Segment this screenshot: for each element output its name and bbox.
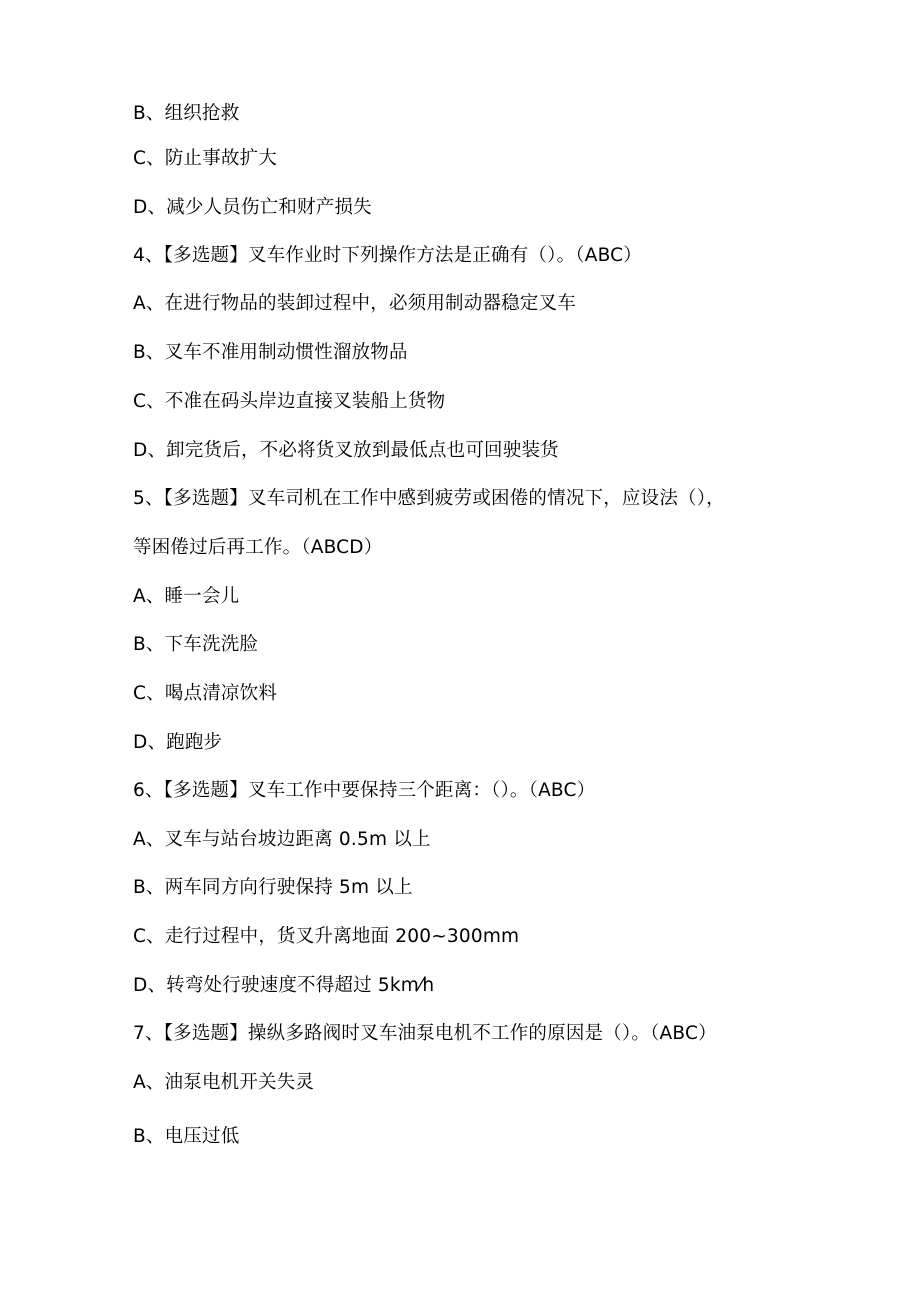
- question-line: 5、【多选题】叉车司机在工作中感到疲劳或困倦的情况下，应设法（），: [133, 488, 725, 509]
- option-line: D、减少人员伤亡和财产损失: [133, 197, 372, 218]
- option-line: B、两车同方向行驶保持 5m 以上: [133, 877, 413, 898]
- option-line: D、转弯处行驶速度不得超过 5km⁄h: [133, 975, 435, 996]
- question-line: 4、【多选题】叉车作业时下列操作方法是正确有（）。（ABC）: [133, 245, 642, 266]
- option-line: C、走行过程中，货叉升离地面 200~300mm: [133, 926, 520, 947]
- option-line: A、在进行物品的装卸过程中，必须用制动器稳定叉车: [133, 293, 576, 314]
- question-continuation-line: 等困倦过后再工作。（ABCD）: [133, 537, 383, 558]
- option-line: B、组织抢救: [133, 103, 240, 124]
- option-line: B、叉车不准用制动惯性溜放物品: [133, 342, 408, 363]
- option-line: A、睡一会儿: [133, 586, 240, 607]
- option-line: A、叉车与站台坡边距离 0.5m 以上: [133, 829, 431, 850]
- option-line: D、跑跑步: [133, 732, 223, 753]
- option-line: D、卸完货后，不必将货叉放到最低点也可回驶装货: [133, 440, 559, 461]
- question-line: 6、【多选题】叉车工作中要保持三个距离：（）。（ABC）: [133, 780, 596, 801]
- question-line: 7、【多选题】操纵多路阀时叉车油泵电机不工作的原因是（）。（ABC）: [133, 1023, 717, 1044]
- option-line: C、不准在码头岸边直接叉装船上货物: [133, 391, 446, 412]
- option-line: C、防止事故扩大: [133, 148, 278, 169]
- option-line: B、电压过低: [133, 1126, 240, 1147]
- option-line: A、油泵电机开关失灵: [133, 1072, 315, 1093]
- option-line: B、下车洗洗脸: [133, 634, 259, 655]
- option-line: C、喝点清凉饮料: [133, 683, 278, 704]
